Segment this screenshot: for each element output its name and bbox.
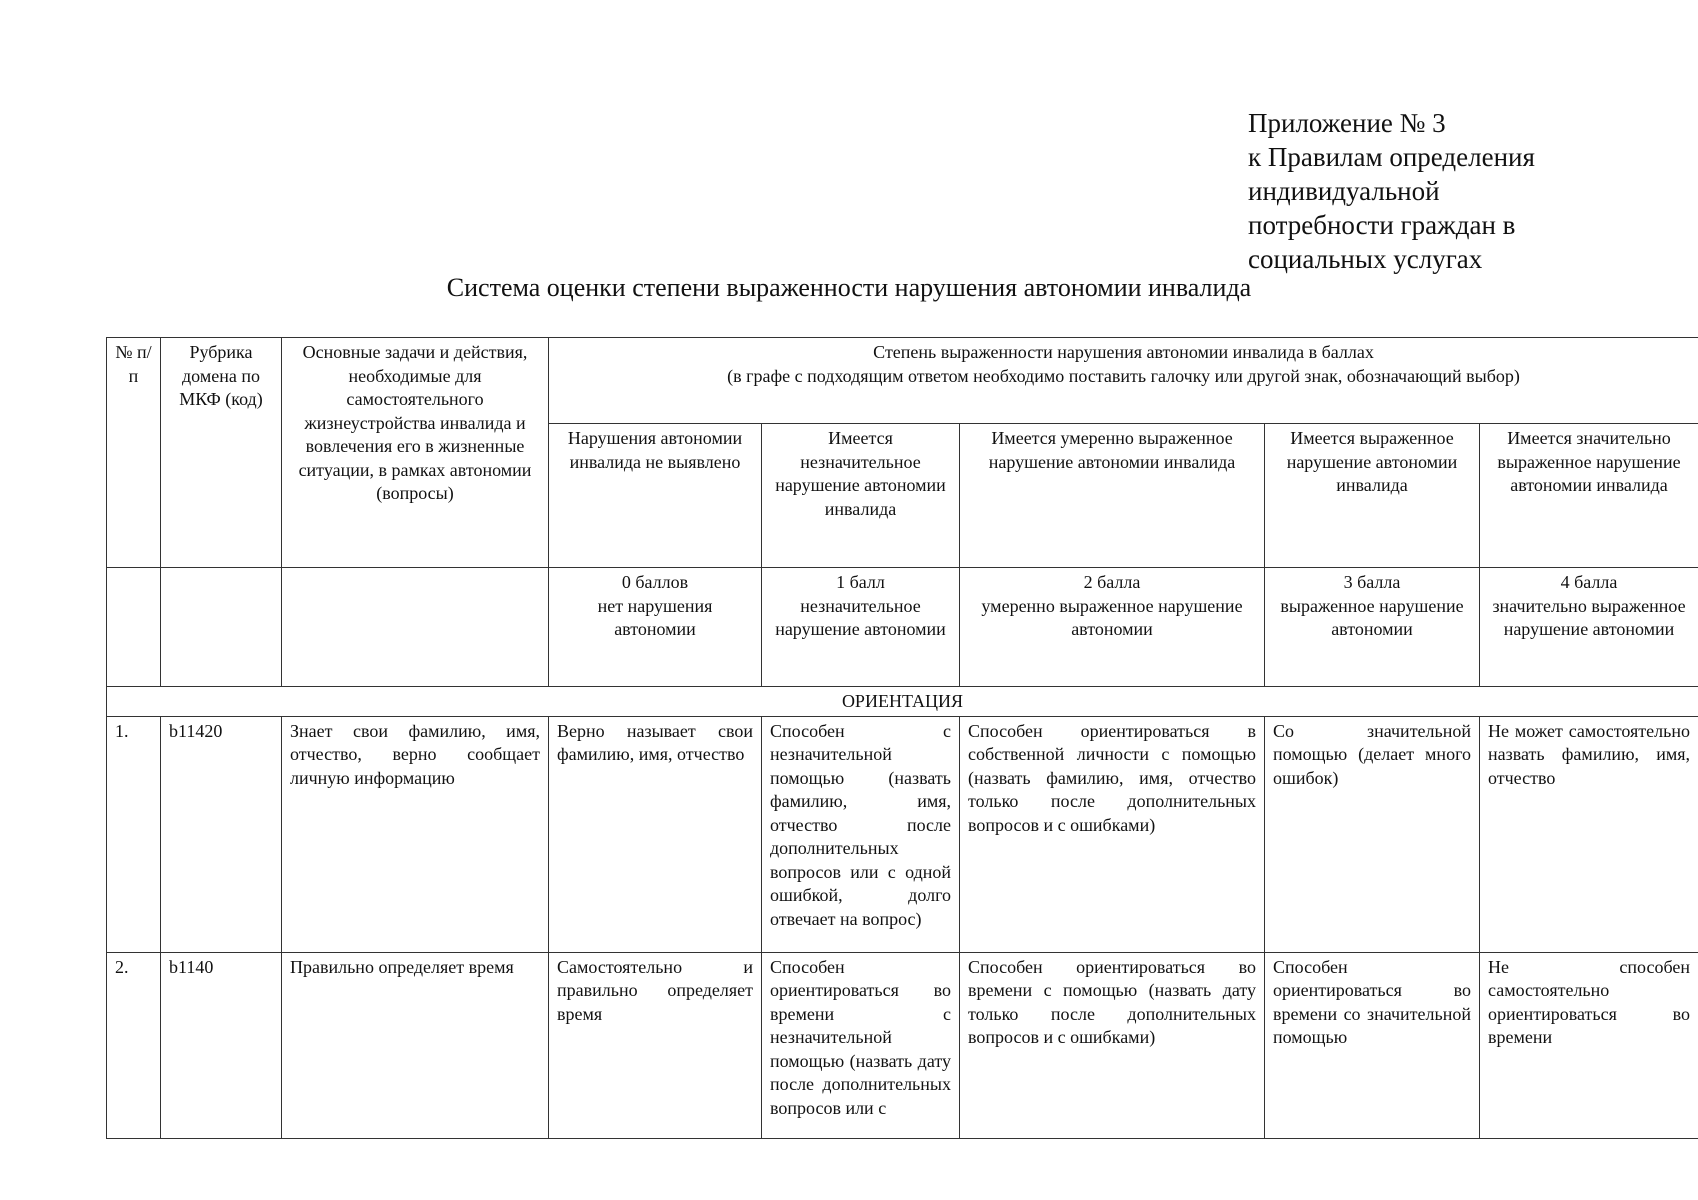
level-3: Имеется выраженное нарушение автономии инвалида <box>1265 424 1480 568</box>
assessment-table <box>106 337 1698 1139</box>
appendix-line: индивидуальной <box>1248 176 1440 206</box>
score-desc: умеренно выраженное нарушение автономии <box>981 595 1243 639</box>
header-code: Рубрика домена по МКФ (код) <box>161 338 282 568</box>
section-row <box>107 687 1698 717</box>
score-1 <box>762 568 960 687</box>
row-task: Правильно определяет время <box>282 952 549 1138</box>
header-tasks: Основные задачи и действия, необходимые для самостоятельного жизнеустройства инвалида и вовлечения его в жизненные ситуации, в рамках автономии (вопросы) <box>282 338 549 568</box>
row-code: b1140 <box>161 952 282 1138</box>
score-points: 4 балла <box>1560 572 1618 592</box>
level-4: Имеется значительно выраженное нарушение автономии инвалида <box>1480 424 1698 568</box>
appendix-line: потребности граждан в <box>1248 210 1516 240</box>
table-row <box>107 952 1698 1138</box>
score-points: 2 балла <box>1083 572 1141 592</box>
row-answer-1[interactable] <box>762 952 960 1138</box>
score-empty-code <box>161 568 282 687</box>
header-degree-title: Степень выраженности нарушения автономии инвалида в баллах <box>873 342 1374 362</box>
row-answer-text: Способен ориентироваться во времени с незначительной помощью (назвать дату после дополнительных вопросов или с <box>770 956 951 1118</box>
appendix-line: Приложение № 3 <box>1248 108 1446 138</box>
row-answer-4[interactable]: Не может самостоятельно назвать фамилию, имя, отчество <box>1480 716 1698 952</box>
section-title: ОРИЕНТАЦИЯ <box>107 687 1698 717</box>
header-degree <box>549 338 1698 424</box>
appendix-note <box>1248 106 1608 276</box>
header-row <box>107 338 1698 424</box>
row-num: 1. <box>107 716 161 952</box>
score-desc: нет нарушения автономии <box>597 595 713 639</box>
document-title: Система оценки степени выраженности нарушения автономии инвалида <box>446 273 1252 302</box>
header-num: № п/п <box>107 338 161 568</box>
score-4 <box>1480 568 1698 687</box>
score-2 <box>960 568 1265 687</box>
score-points: 1 балл <box>836 572 885 592</box>
row-answer-2[interactable]: Способен ориентироваться в собственной личности с помощью (назвать фамилию, имя, отчество только после дополнительных вопросов и с ошибками) <box>960 716 1265 952</box>
row-answer-3[interactable]: Со значительной помощью (делает много ошибок) <box>1265 716 1480 952</box>
score-empty-tasks <box>282 568 549 687</box>
header-degree-note: (в графе с подходящим ответом необходимо поставить галочку или другой знак, обозначающий выбор) <box>727 365 1520 386</box>
table-row <box>107 716 1698 952</box>
score-empty-num <box>107 568 161 687</box>
level-1: Имеется незначительное нарушение автономии инвалида <box>762 424 960 568</box>
score-desc: незначительное нарушение автономии <box>775 595 946 639</box>
row-answer-0[interactable]: Верно называет свои фамилию, имя, отчество <box>549 716 762 952</box>
score-3 <box>1265 568 1480 687</box>
row-num: 2. <box>107 952 161 1138</box>
row-answer-4[interactable]: Не способен самостоятельно ориентироваться во времени <box>1480 952 1698 1138</box>
row-answer-3[interactable]: Способен ориентироваться во времени со значительной помощью <box>1265 952 1480 1138</box>
score-0 <box>549 568 762 687</box>
appendix-line: к Правилам определения <box>1248 142 1535 172</box>
score-points: 3 балла <box>1343 572 1401 592</box>
row-task: Знает свои фамилию, имя, отчество, верно сообщает личную информацию <box>282 716 549 952</box>
row-code: b11420 <box>161 716 282 952</box>
row-answer-2[interactable]: Способен ориентироваться во времени с помощью (назвать дату только после дополнительных вопросов и с ошибками) <box>960 952 1265 1138</box>
row-answer-0[interactable]: Самостоятельно и правильно определяет время <box>549 952 762 1138</box>
row-answer-1[interactable]: Способен с незначительной помощью (назвать фамилию, имя, отчество после дополнительных вопросов или с одной ошибкой, долго отвечает на вопрос) <box>762 716 960 952</box>
score-points: 0 баллов <box>621 572 689 592</box>
level-0: Нарушения автономии инвалида не выявлено <box>549 424 762 568</box>
score-desc: выраженное нарушение автономии <box>1280 595 1464 639</box>
level-2: Имеется умеренно выраженное нарушение автономии инвалида <box>960 424 1265 568</box>
score-row <box>107 568 1698 687</box>
score-desc: значительно выраженное нарушение автономии <box>1492 595 1686 639</box>
appendix-line: социальных услугах <box>1248 244 1483 274</box>
